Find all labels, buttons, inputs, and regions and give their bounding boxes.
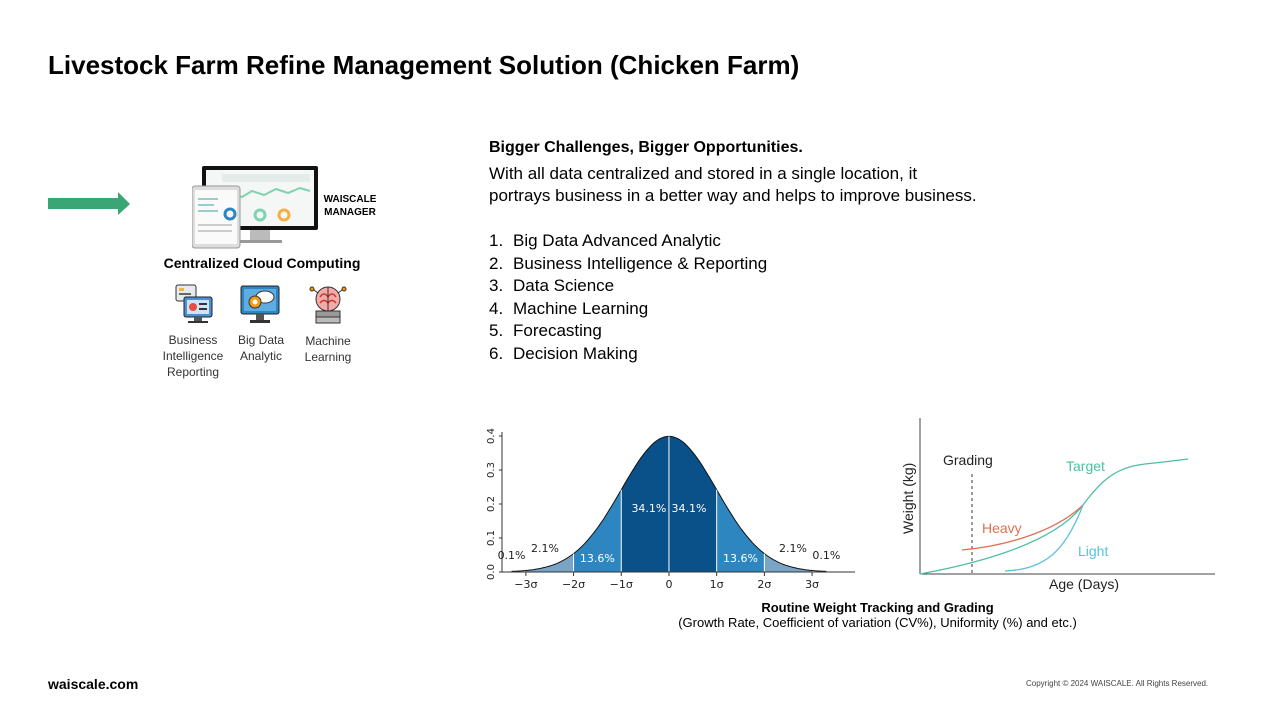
description-line: With all data centralized and stored in a single location, it (489, 164, 918, 183)
brand-label (322, 193, 378, 219)
chart-caption-title: Routine Weight Tracking and Grading (761, 600, 994, 615)
tool-label-line: Reporting (166, 365, 220, 379)
y-tick-label: 0.0 (486, 564, 497, 580)
target-series-label: Target (1066, 458, 1105, 474)
segment-label: 34.1% (631, 502, 667, 515)
x-ticks (514, 572, 819, 591)
normal-distribution-chart (482, 420, 862, 605)
tool-label-line: Analytic (239, 349, 283, 363)
segment-label: 34.1% (671, 502, 707, 515)
machine-learning-icon (306, 283, 350, 327)
y-tick-label: 0.3 (486, 462, 497, 478)
list-number: 5. (489, 321, 504, 340)
list-text: Forecasting (513, 321, 602, 340)
bi-report-icon (172, 283, 216, 327)
section-description (489, 163, 1009, 207)
tool-label-line: Machine (305, 334, 351, 348)
list-item (489, 298, 767, 321)
brand-line-1: WAISCALE (323, 194, 377, 205)
dashboard-devices-icon (192, 164, 322, 250)
target-series-line (920, 459, 1188, 574)
list-item (489, 320, 767, 343)
list-number: 2. (489, 253, 504, 273)
x-tick-label: −2σ (561, 578, 586, 591)
x-tick-label: −1σ (609, 578, 633, 591)
list-text: Decision Making (513, 343, 638, 363)
y-tick-label: 0.4 (486, 428, 497, 444)
tool-label-machine-learning (288, 333, 368, 365)
segment-label: 13.6% (579, 552, 615, 565)
list-item (489, 343, 767, 366)
x-tick-label: 0 (665, 578, 673, 591)
section-heading: Bigger Challenges, Bigger Opportunities. (489, 139, 803, 156)
list-text: Business Intelligence & Reporting (513, 253, 768, 273)
list-item (489, 275, 767, 298)
x-tick-label: 1σ (709, 578, 724, 591)
list-number: 1. (489, 231, 504, 250)
grading-annotation: Grading (943, 452, 993, 468)
y-tick-label: 0.1 (486, 530, 497, 546)
list-text: Machine Learning (513, 298, 649, 318)
list-number: 3. (489, 276, 504, 295)
heavy-series-label: Heavy (982, 520, 1022, 536)
page-title: Livestock Farm Refine Management Solution (Chicken Farm) (48, 50, 800, 80)
list-text: Data Science (513, 276, 615, 295)
y-tick-label: 0.2 (486, 496, 497, 512)
heavy-series-line (962, 505, 1083, 550)
x-axis-label: Age (Days) (1049, 576, 1120, 592)
list-item (489, 253, 767, 276)
segment-label: 0.1% (812, 549, 841, 562)
tool-label-line: Learning (304, 350, 352, 364)
chart-caption (640, 600, 1115, 630)
brand-line-2: MANAGER (324, 207, 376, 218)
list-number: 4. (489, 298, 504, 318)
y-axis-label: Weight (kg) (900, 462, 916, 534)
list-number: 6. (489, 343, 504, 363)
list-item (489, 230, 767, 253)
x-tick-label: −3σ (514, 578, 538, 591)
segment-label: 13.6% (723, 552, 758, 565)
segment-label: 2.1% (530, 542, 559, 555)
segment-label: 0.1% (497, 549, 526, 562)
light-series-label: Light (1078, 543, 1109, 559)
tool-label-line: Big Data (237, 333, 285, 347)
list-text: Big Data Advanced Analytic (513, 231, 721, 250)
x-tick-label: 3σ (805, 578, 820, 591)
growth-curve-chart (895, 412, 1225, 597)
copyright-text: Copyright © 2024 WAISCALE. All Rights Reserved. (1026, 679, 1209, 688)
description-line: portrays business in a better way and helps to improve business. (489, 186, 977, 205)
right-arrow-icon (48, 192, 130, 216)
big-data-icon (238, 283, 282, 327)
footer-site-link[interactable]: waiscale.com (48, 676, 139, 692)
tool-label-line: Intelligence (162, 349, 224, 363)
tool-label-line: Business (168, 333, 218, 347)
capabilities-list (489, 230, 767, 365)
x-tick-label: 2σ (757, 578, 772, 591)
chart-caption-subtitle: (Growth Rate, Coefficient of variation (CV%), Uniformity (%) and etc.) (678, 615, 1077, 630)
segment-label: 2.1% (779, 542, 807, 555)
cloud-computing-caption: Centralized Cloud Computing (163, 255, 361, 271)
